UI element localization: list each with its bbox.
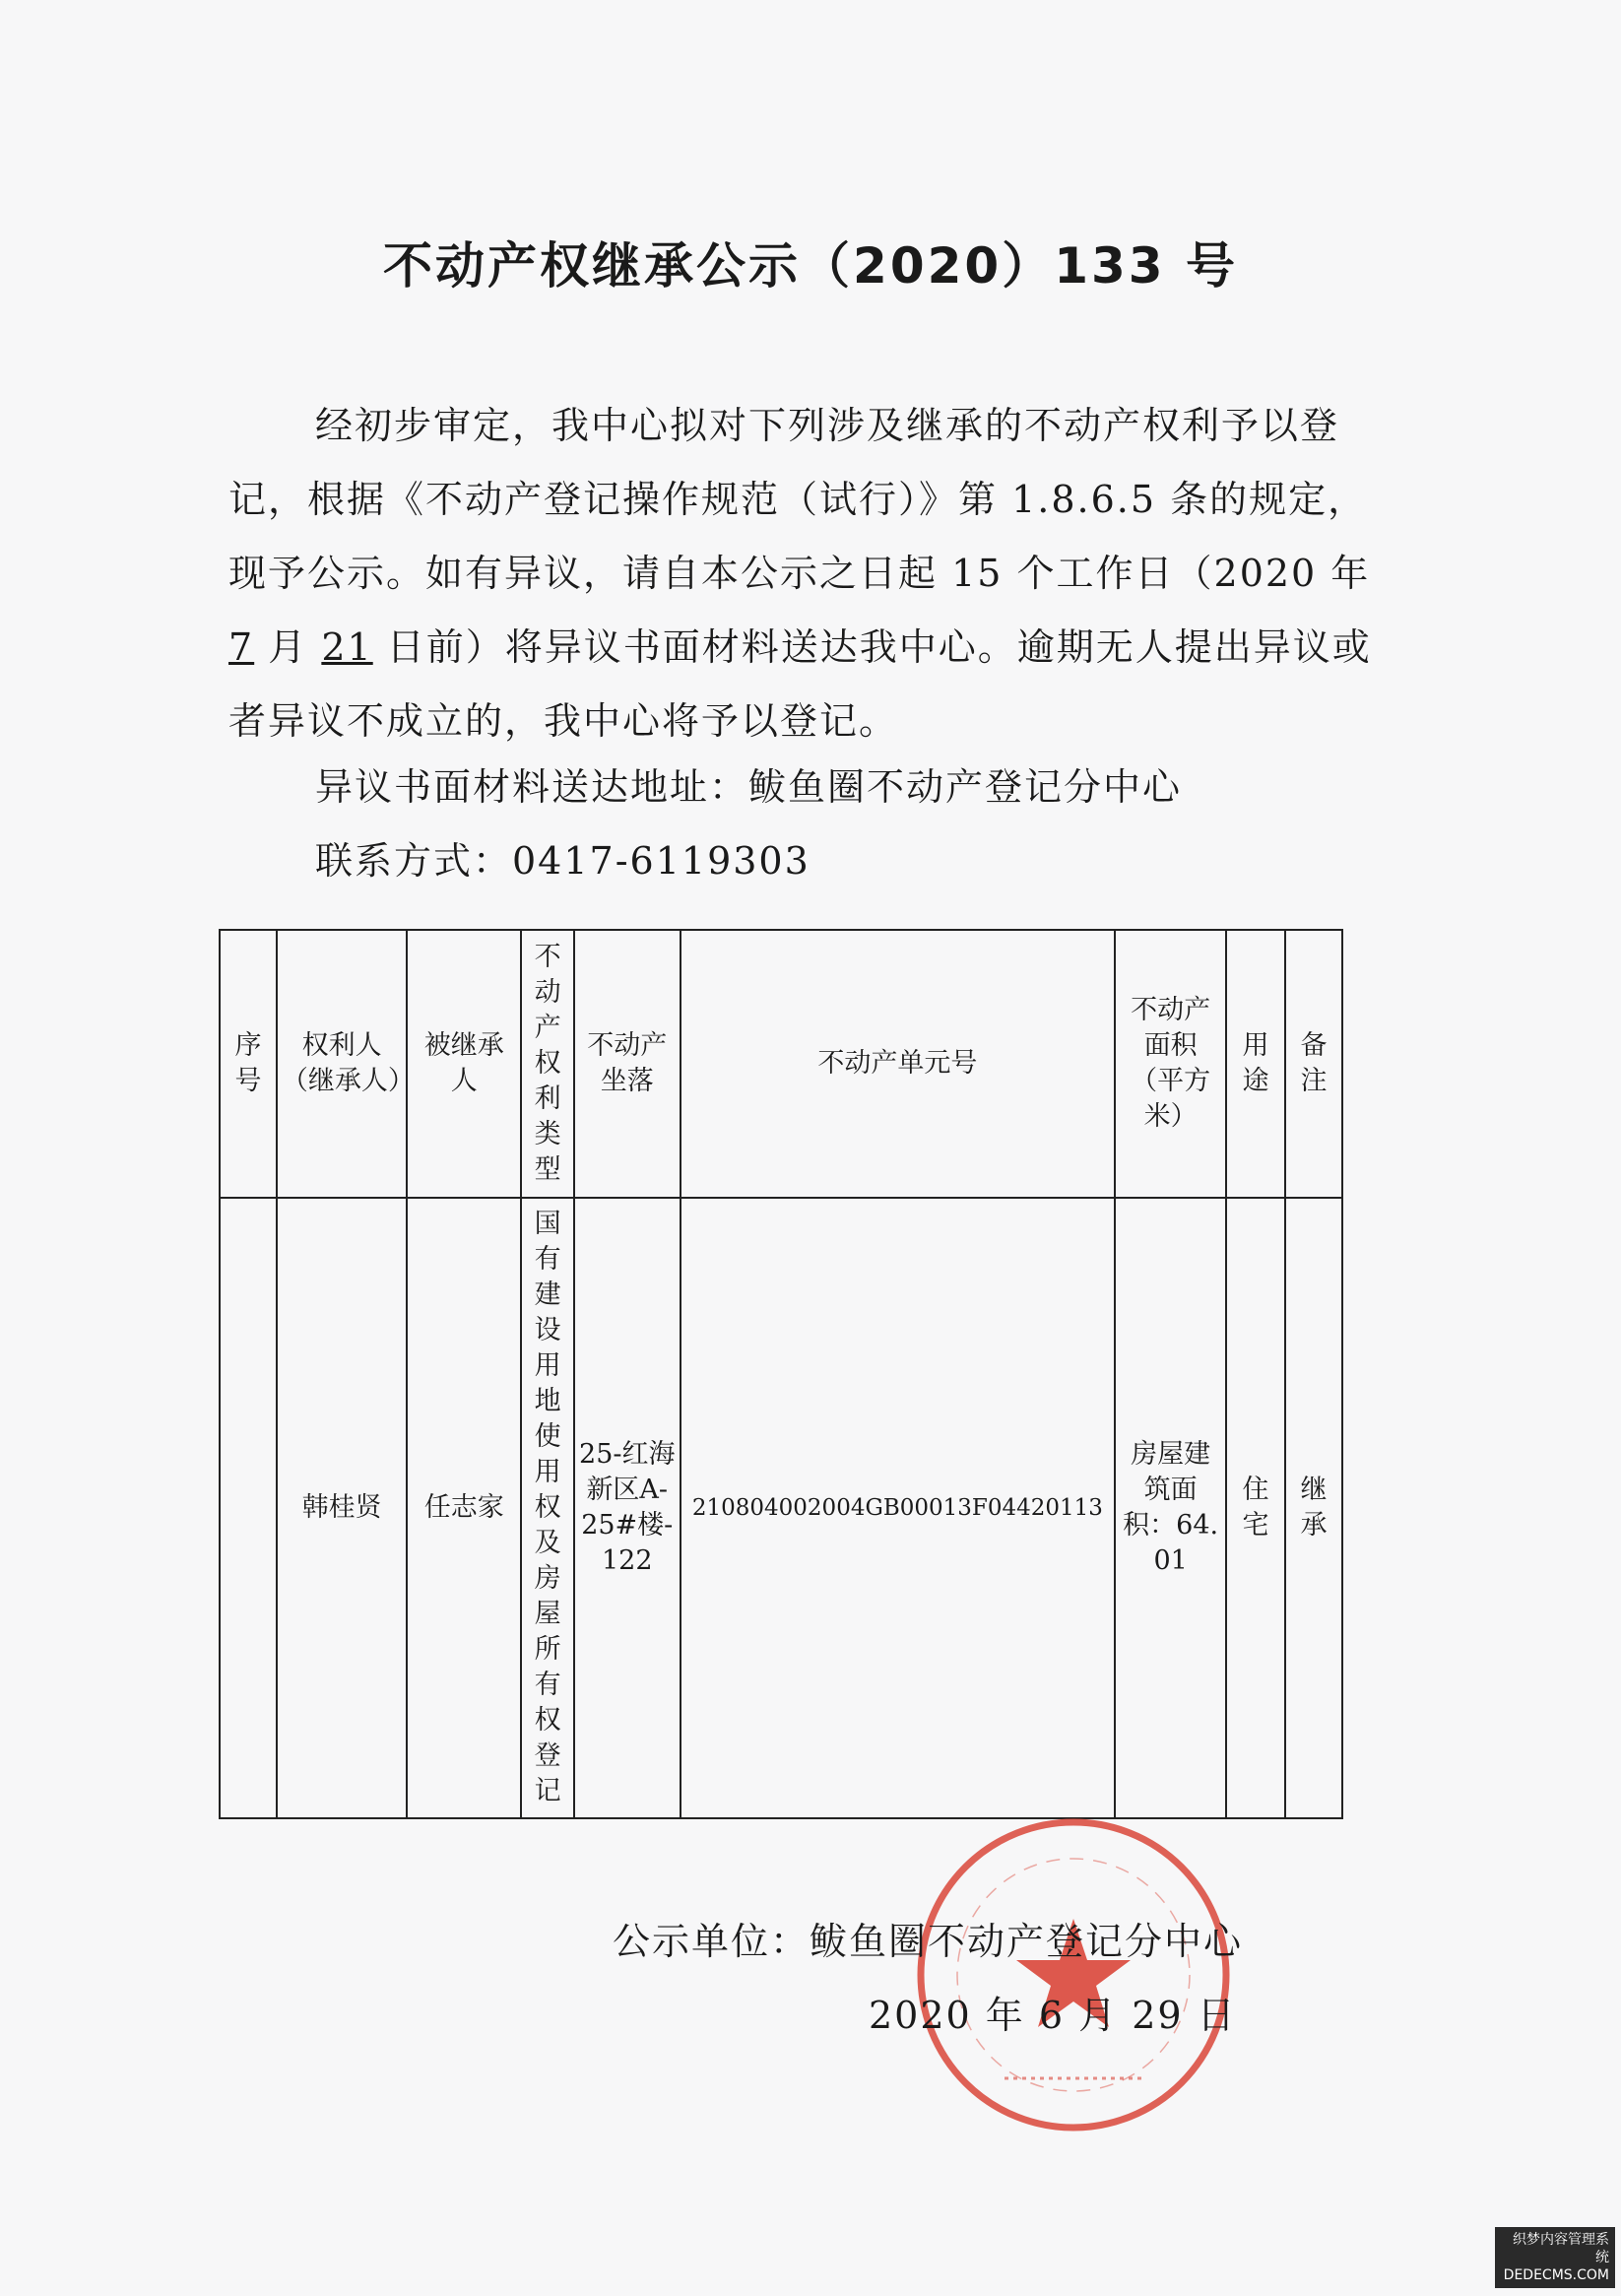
- cell-remark: 继承: [1285, 1198, 1342, 1818]
- site-watermark: [1495, 2227, 1615, 2288]
- watermark-line: 织梦内容管理系统: [1513, 2232, 1609, 2265]
- header-holder: 权利人（继承人）: [277, 930, 407, 1198]
- cell-usage: 住宅: [1226, 1198, 1285, 1818]
- header-right-type: 不动产权利类型: [521, 930, 574, 1198]
- deadline-month: 7: [228, 625, 255, 669]
- cell-holder: 韩桂贤: [277, 1198, 407, 1818]
- paragraph-text: 月: [254, 625, 322, 669]
- cell-index: [220, 1198, 277, 1818]
- paragraph-text: 日前）将异议书面材料送达我中心。逾期无人提出异议或者异议不成立的，我中心将予以登记。: [228, 625, 1372, 743]
- table-row: [220, 1198, 1342, 1818]
- cell-right-type: 国有建设用地使用权及房屋所有权登记: [521, 1198, 574, 1818]
- header-index: 序号: [220, 930, 277, 1198]
- header-remark: 备注: [1285, 930, 1342, 1198]
- paragraph-text: 经初步审定，我中心拟对下列涉及继承的不动产权利予以登记，根据《不动产登记操作规范（试行）》第 1.8.6.5 条的规定，现予公示。如有异议，请自本公示之日起 15 个工作日（2020 年: [228, 404, 1371, 595]
- deadline-day: 21: [321, 625, 373, 669]
- table-header-row: [220, 930, 1342, 1198]
- cell-location: 25-红海新区A-25#楼-122: [574, 1198, 681, 1818]
- contact-info: 联系方式：0417-6119303: [315, 839, 810, 883]
- header-location: 不动产坐落: [574, 930, 681, 1198]
- cell-decedent: 任志家: [407, 1198, 521, 1818]
- notice-paragraph: [228, 389, 1391, 758]
- header-unit-number: 不动产单元号: [681, 930, 1116, 1198]
- seal-icon: [911, 1812, 1236, 2137]
- document-title: 不动产权继承公示（2020）133 号: [383, 237, 1238, 295]
- official-seal: [911, 1812, 1236, 2137]
- issue-date: 2020 年 6 月 29 日: [869, 1994, 1237, 2037]
- header-usage: 用途: [1226, 930, 1285, 1198]
- cell-area: 房屋建筑面积：64.01: [1115, 1198, 1226, 1818]
- notice-body: [228, 389, 1391, 758]
- header-area: 不动产面积（平方米）: [1115, 930, 1226, 1198]
- registration-table: [219, 929, 1343, 1819]
- issuer: 公示单位：鲅鱼圈不动产登记分中心: [613, 1920, 1244, 1963]
- objection-address: 异议书面材料送达地址：鲅鱼圈不动产登记分中心: [315, 765, 1183, 809]
- watermark-line: DEDECMS.COM: [1503, 2267, 1609, 2283]
- cell-unit-number: 210804002004GB00013F04420113: [681, 1198, 1116, 1818]
- header-decedent: 被继承人: [407, 930, 521, 1198]
